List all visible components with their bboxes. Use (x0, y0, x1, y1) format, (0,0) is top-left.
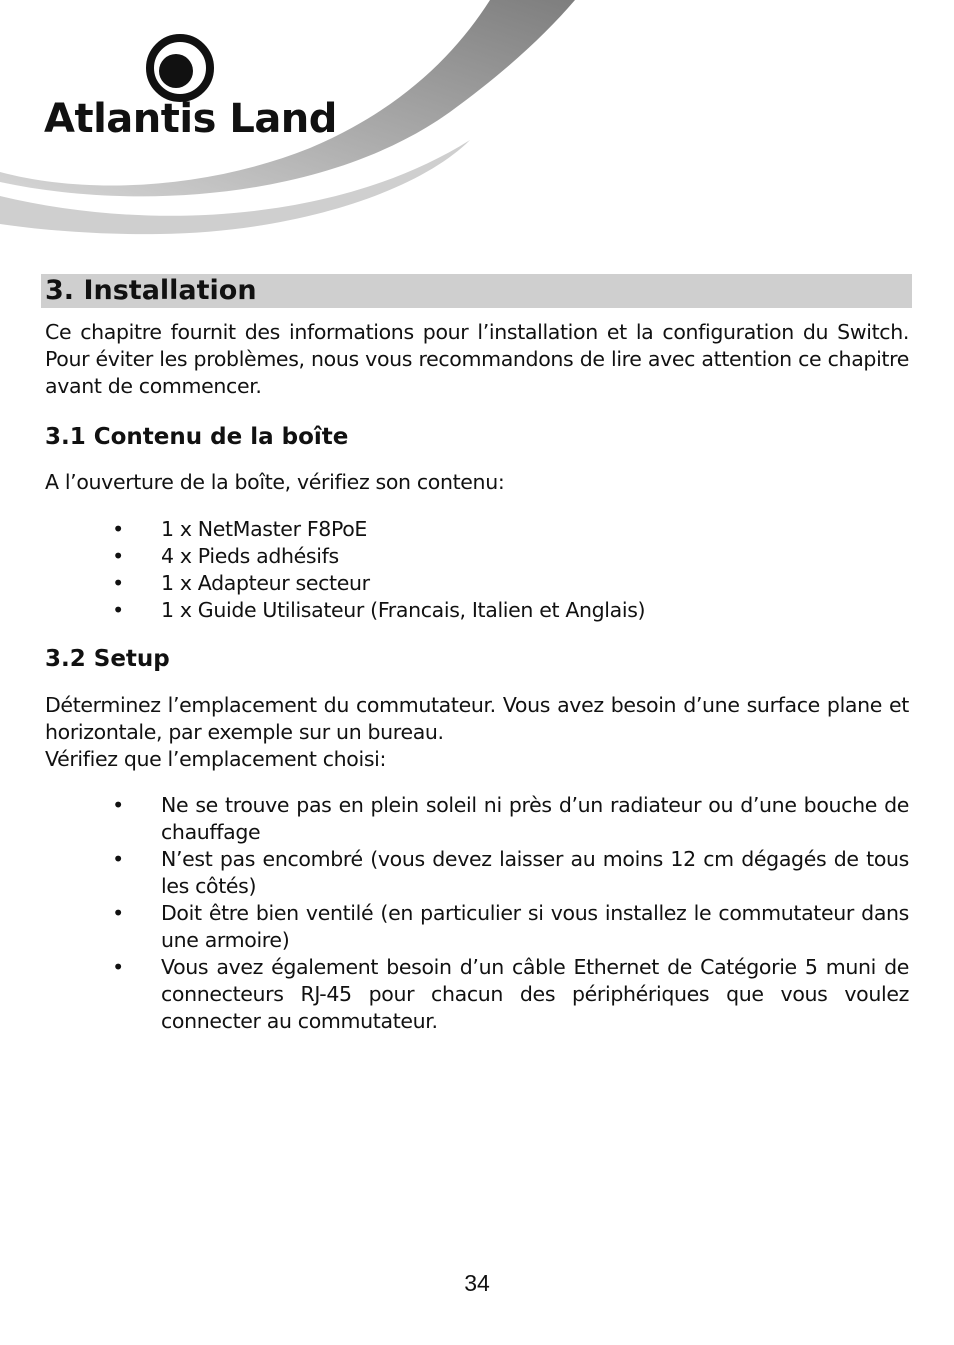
list-item: • 1 x Adapteur secteur (45, 570, 909, 597)
brand-logo-text: Atlantis Land (44, 96, 337, 142)
setup-requirements-list (45, 792, 909, 1035)
box-intro: A l’ouverture de la boîte, vérifiez son contenu: (45, 470, 505, 494)
list-item: • 1 x Guide Utilisateur (Francais, Italien et Anglais) (45, 597, 909, 624)
section-title-bar (41, 274, 912, 308)
bullet-icon: • (112, 571, 124, 595)
page-number: 34 (464, 1270, 490, 1296)
bullet-icon: • (112, 517, 124, 541)
list-item: • Doit être bien ventilé (en particulier si vous installez le commutateur dans une armoire) (45, 900, 909, 954)
setup-intro: Déterminez l’emplacement du commutateur. Vous avez besoin d’une surface plane et horizontale, par exemple sur un bureau. (45, 693, 909, 744)
setup-check-intro: Vérifiez que l’emplacement choisi: (45, 747, 387, 771)
bullet-icon: • (112, 544, 124, 568)
bullet-icon: • (112, 901, 124, 925)
section-intro: Ce chapitre fournit des informations pour l’installation et la configuration du Switch. Pour éviter les problèmes, nous vous recommandons de lire avec attention ce chapitre avant de commencer. (45, 320, 909, 398)
logo-mark-icon (150, 38, 210, 98)
bullet-icon: • (112, 598, 124, 622)
page-content (45, 274, 909, 1035)
subsection-title-setup: 3.2 Setup (45, 646, 170, 672)
subsection-title-box: 3.1 Contenu de la boîte (45, 424, 349, 450)
bullet-icon: • (112, 955, 124, 979)
list-item: • N’est pas encombré (vous devez laisser au moins 12 cm dégagés de tous les côtés) (45, 846, 909, 900)
bullet-icon: • (112, 847, 124, 871)
box-contents-list (45, 516, 909, 624)
list-item: • 1 x NetMaster F8PoE (45, 516, 909, 543)
list-item: • Ne se trouve pas en plein soleil ni près d’un radiateur ou d’une bouche de chauffage (45, 792, 909, 846)
list-item: • 4 x Pieds adhésifs (45, 543, 909, 570)
list-item: • Vous avez également besoin d’un câble Ethernet de Catégorie 5 muni de connecteurs RJ-45 pour chacun des périphériques que vous voulez connecter au commutateur. (45, 954, 909, 1035)
bullet-icon: • (112, 793, 124, 817)
section-title: 3. Installation (45, 275, 257, 306)
